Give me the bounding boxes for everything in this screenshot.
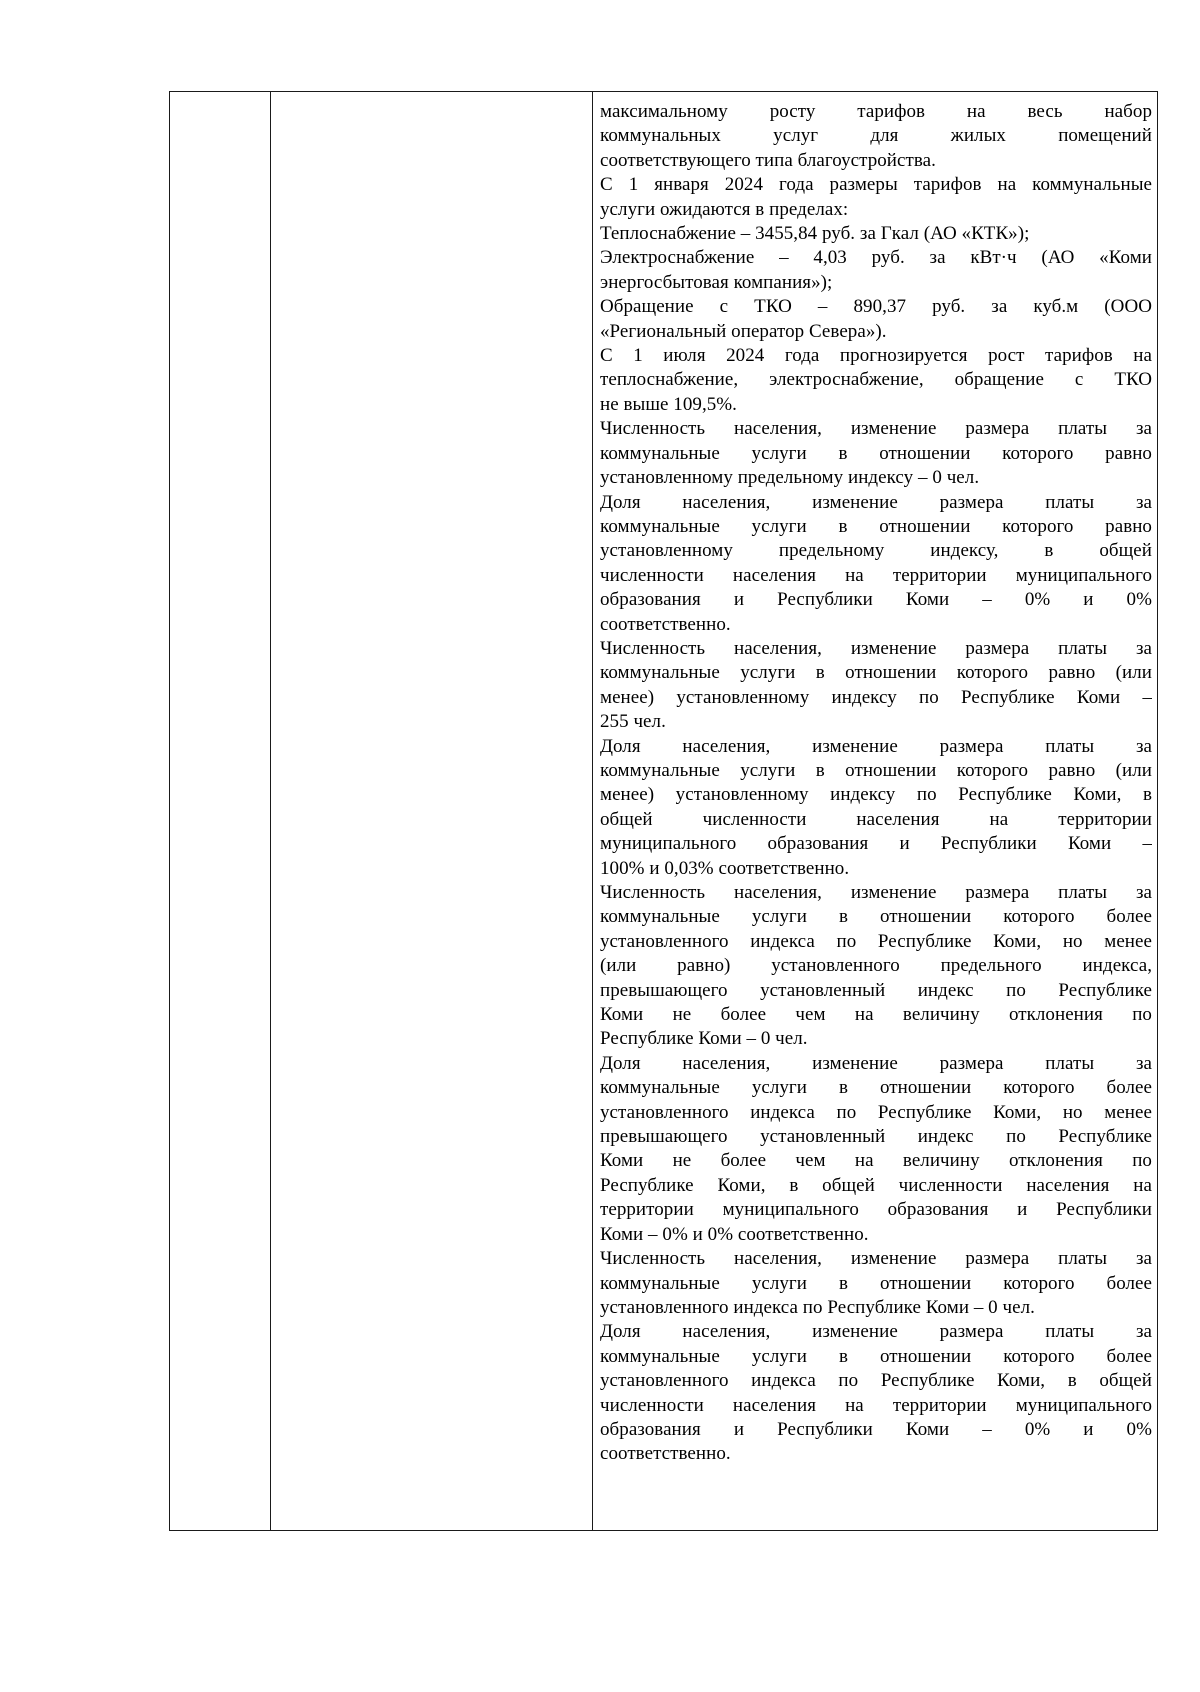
- text-line: установленного индекса по Республике Коми – 0 чел.: [600, 1296, 1035, 1318]
- text-line: установленного индекса по Республике Коми, но менее: [600, 1101, 1152, 1123]
- text-line: Численность населения, изменение размера платы за: [600, 418, 1152, 440]
- text-line: установленному предельному индексу, в общей: [600, 540, 1152, 562]
- text-line: максимальному росту тарифов на весь набор: [600, 101, 1152, 122]
- text-line: менее) установленному индексу по Республике Коми –: [600, 686, 1152, 708]
- text-line: «Региональный оператор Севера»).: [600, 320, 887, 342]
- text-line: Численность населения, изменение размера платы за: [600, 1248, 1152, 1270]
- document-table: [169, 91, 1158, 1531]
- text-line: образования и Республики Коми – 0% и 0%: [600, 589, 1152, 611]
- text-line: Численность населения, изменение размера платы за: [600, 637, 1152, 659]
- text-line: территории муниципального образования и Республики: [600, 1199, 1152, 1221]
- text-line: С 1 января 2024 года размеры тарифов на коммунальные: [600, 174, 1152, 196]
- text-paragraph: [600, 1052, 1152, 1247]
- text-line: коммунальные услуги в отношении которого равно: [600, 515, 1152, 537]
- text-line: коммунальные услуги в отношении которого более: [600, 1345, 1152, 1367]
- text-line: теплоснабжение, электроснабжение, обращение с ТКО: [600, 369, 1152, 391]
- text-line: установленного индекса по Республике Коми, в общей: [600, 1370, 1152, 1392]
- text-line: коммунальные услуги в отношении которого более: [600, 906, 1152, 928]
- text-line: Коми не более чем на величину отклонения по: [600, 1150, 1152, 1172]
- text-line: Доля населения, изменение размера платы за: [600, 491, 1152, 513]
- text-paragraph: [600, 173, 1152, 222]
- text-line: образования и Республики Коми – 0% и 0%: [600, 1418, 1152, 1440]
- text-paragraph: [600, 637, 1152, 735]
- text-line: (или равно) установленного предельного индекса,: [600, 955, 1152, 977]
- text-line: С 1 июля 2024 года прогнозируется рост тарифов на: [600, 345, 1152, 367]
- text-line: Доля населения, изменение размера платы за: [600, 1321, 1152, 1343]
- text-paragraph: [600, 344, 1152, 417]
- text-paragraph: [600, 881, 1152, 1052]
- text-line: численности населения на территории муниципального: [600, 564, 1152, 586]
- text-line: численности населения на территории муниципального: [600, 1394, 1152, 1416]
- table-column-1: [170, 92, 270, 1530]
- text-line: Коми – 0% и 0% соответственно.: [600, 1223, 869, 1245]
- text-paragraph: [600, 100, 1152, 173]
- text-line: услуги ожидаются в пределах:: [600, 198, 849, 220]
- text-line: установленному предельному индексу – 0 чел.: [600, 467, 980, 489]
- text-line: не выше 109,5%.: [600, 393, 737, 415]
- text-line: превышающего установленный индекс по Республике: [600, 979, 1152, 1001]
- text-paragraph: [600, 295, 1152, 344]
- text-line: соответствующего типа благоустройства.: [600, 149, 936, 171]
- text-line: соответственно.: [600, 613, 731, 635]
- table-column-3: [600, 100, 1152, 1467]
- table-column-2: [271, 92, 592, 1530]
- column-divider: [592, 92, 593, 1530]
- text-line: Численность населения, изменение размера платы за: [600, 882, 1152, 903]
- text-paragraph: [600, 1247, 1152, 1320]
- text-line: менее) установленному индексу по Республике Коми, в: [600, 784, 1152, 806]
- text-line: установленного индекса по Республике Коми, но менее: [600, 930, 1152, 952]
- text-line: Республике Коми, в общей численности населения на: [600, 1174, 1152, 1196]
- text-line: Обращение с ТКО – 890,37 руб. за куб.м (ООО: [600, 296, 1152, 318]
- text-line: Доля населения, изменение размера платы за: [600, 1052, 1152, 1074]
- text-paragraph: [600, 246, 1152, 295]
- text-line: Электроснабжение – 4,03 руб. за кВт·ч (АО «Коми: [600, 247, 1152, 269]
- text-line: Доля населения, изменение размера платы за: [600, 735, 1152, 757]
- text-paragraph: [600, 1320, 1152, 1466]
- text-line: Теплоснабжение – 3455,84 руб. за Гкал (АО «КТК»);: [600, 223, 1030, 245]
- text-line: муниципального образования и Республики Коми –: [600, 833, 1152, 855]
- text-line: Республике Коми – 0 чел.: [600, 1028, 808, 1050]
- text-line: Коми не более чем на величину отклонения по: [600, 1004, 1152, 1026]
- text-line: 255 чел.: [600, 711, 666, 733]
- text-line: коммунальные услуги в отношении которого более: [600, 1077, 1152, 1099]
- text-line: превышающего установленный индекс по Республике: [600, 1126, 1152, 1148]
- text-paragraph: [600, 222, 1152, 246]
- text-line: коммунальные услуги в отношении которого равно: [600, 442, 1152, 464]
- text-line: коммунальные услуги в отношении которого равно (или: [600, 759, 1152, 781]
- text-line: коммунальных услуг для жилых помещений: [600, 125, 1152, 147]
- text-paragraph: [600, 735, 1152, 881]
- text-line: соответственно.: [600, 1443, 731, 1465]
- text-line: коммунальные услуги в отношении которого равно (или: [600, 662, 1152, 684]
- text-paragraph: [600, 491, 1152, 637]
- text-line: энергосбытовая компания»);: [600, 271, 833, 293]
- text-line: коммунальные услуги в отношении которого более: [600, 1272, 1152, 1294]
- text-line: общей численности населения на территории: [600, 808, 1152, 830]
- text-line: 100% и 0,03% соответственно.: [600, 857, 850, 879]
- text-paragraph: [600, 417, 1152, 490]
